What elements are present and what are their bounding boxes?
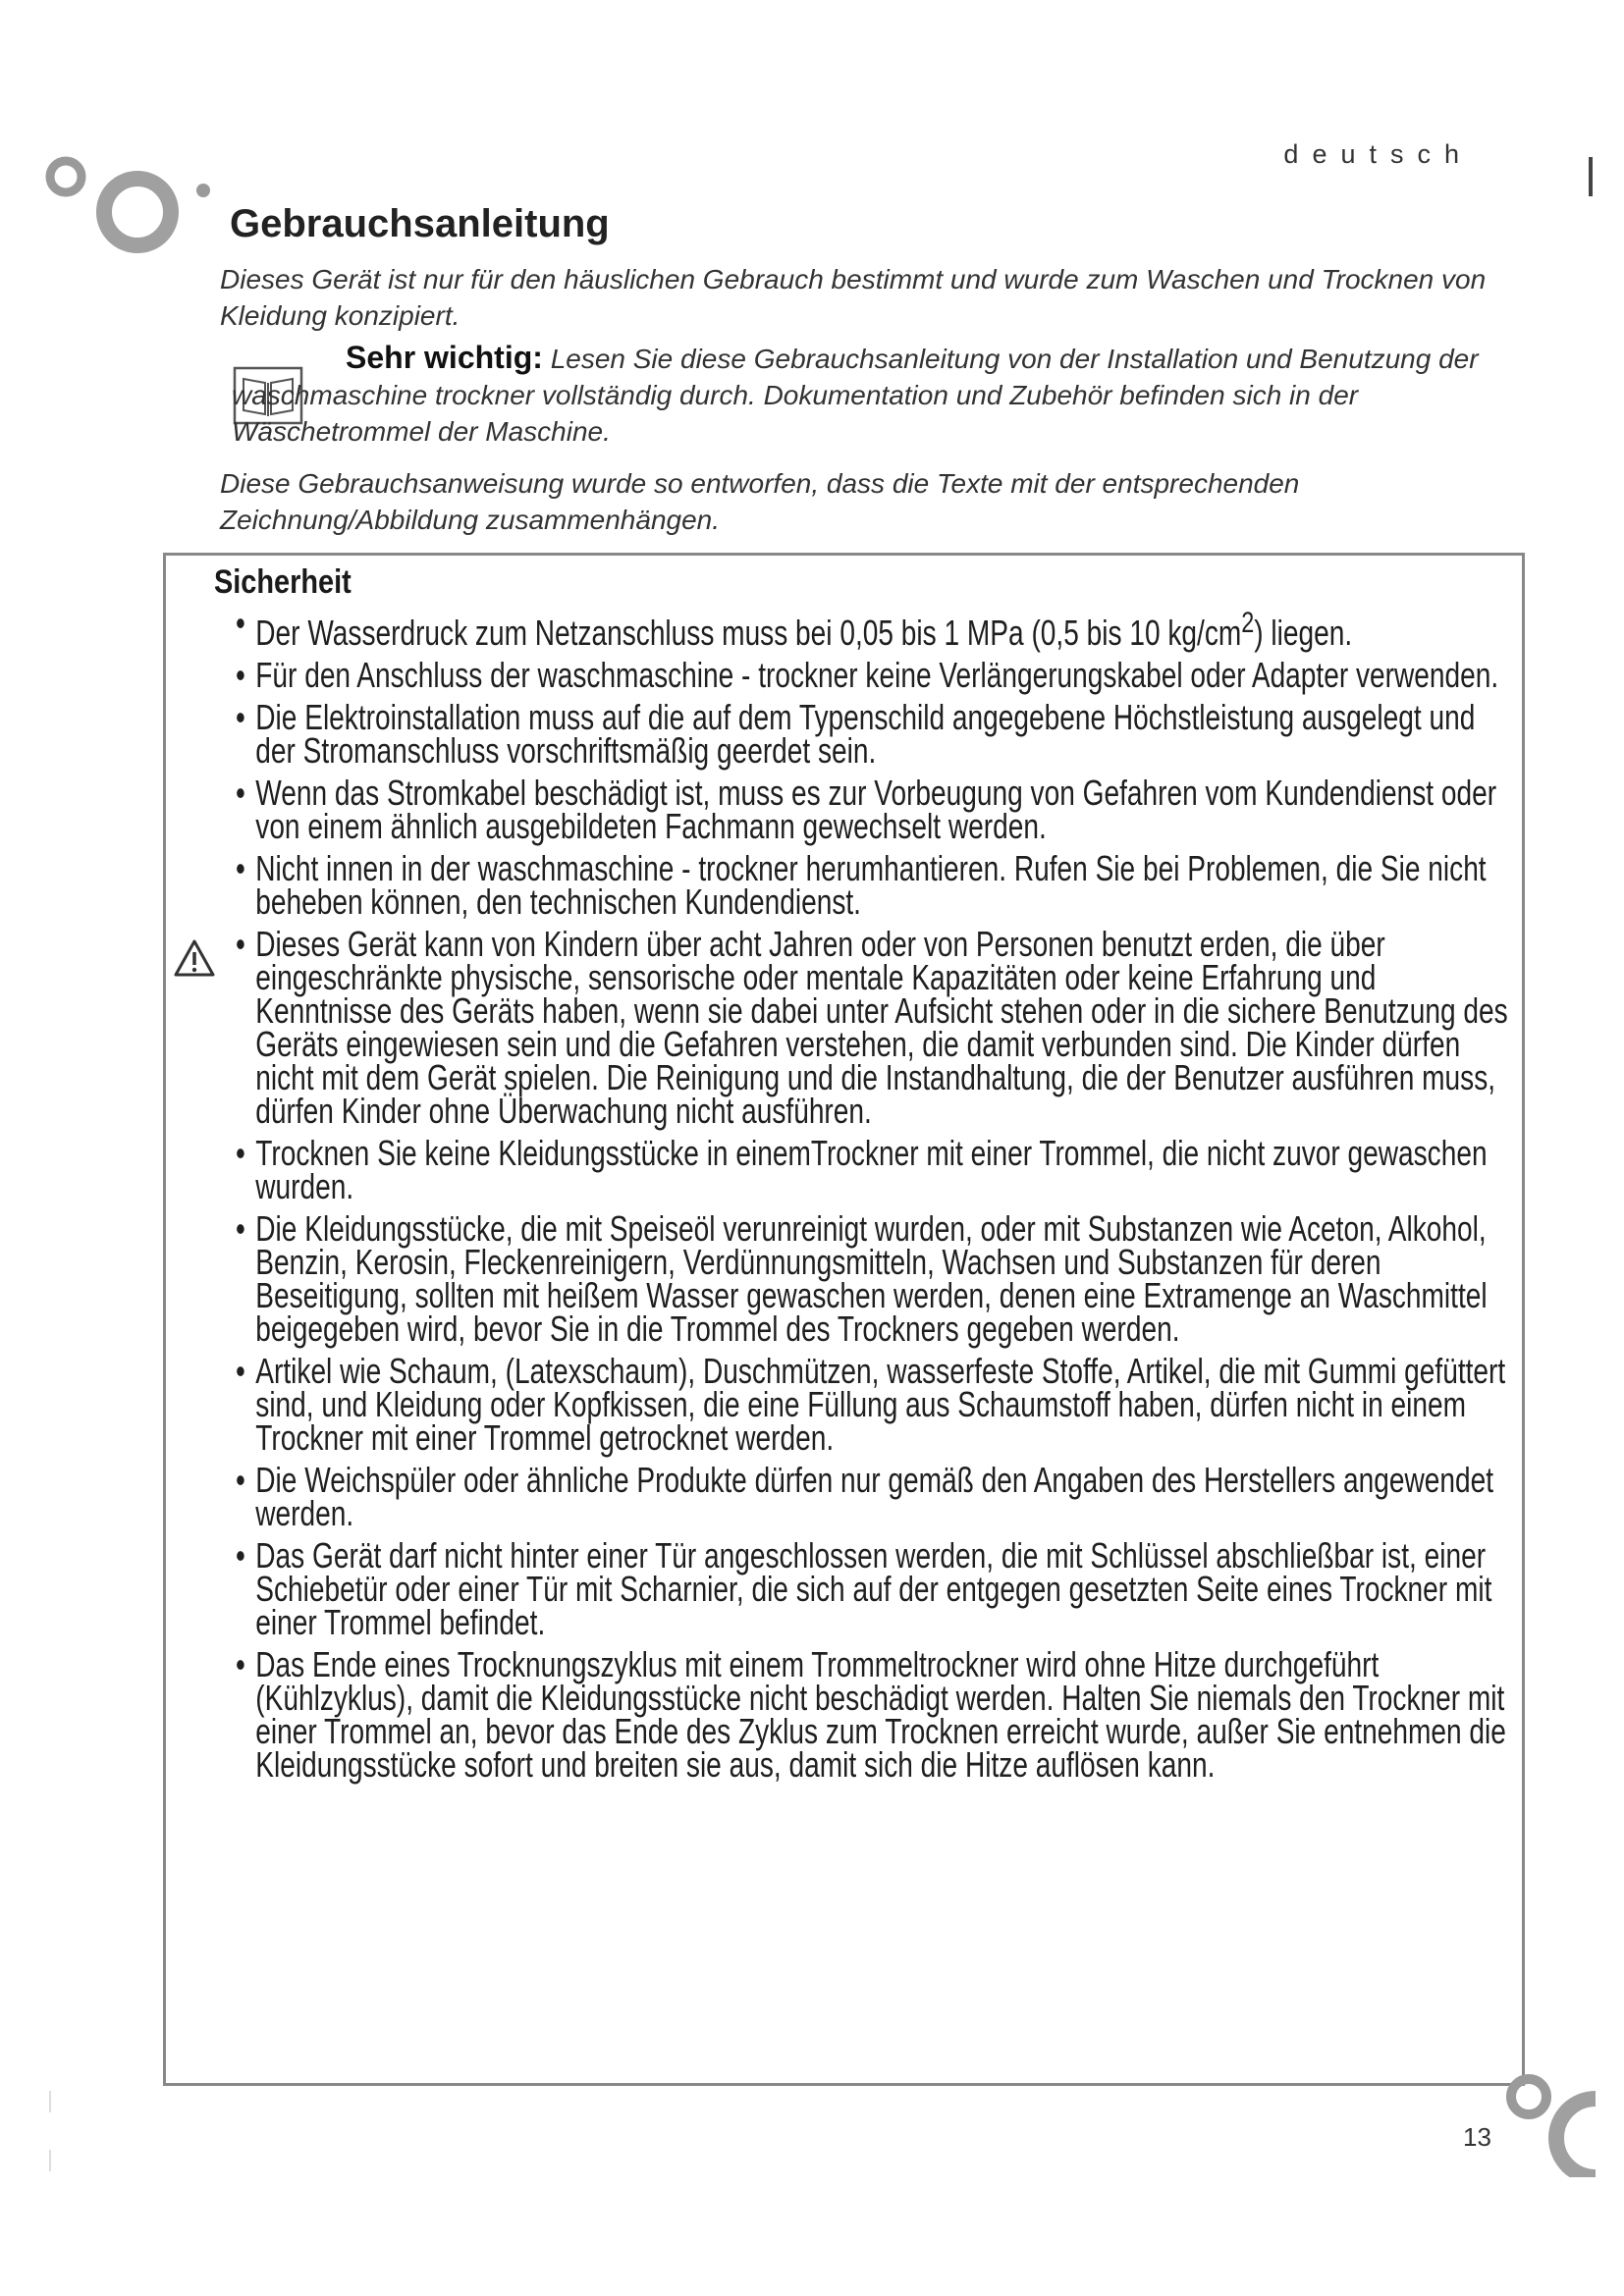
page-title: Gebrauchsanleitung	[230, 202, 610, 245]
list-item	[236, 1133, 1515, 1206]
bullet-icon: •	[236, 1351, 245, 1391]
important-label: Sehr wichtig:	[346, 340, 543, 375]
circles-logo-icon	[44, 145, 241, 273]
list-item	[236, 1644, 1515, 1785]
bullet-icon: •	[236, 773, 245, 813]
warning-triangle-icon	[173, 938, 216, 978]
circles-logo-corner-icon	[1497, 2069, 1605, 2177]
intro-paragraph: Dieses Gerät ist nur für den häuslichen Gebrauch bestimmt und wurde zum Waschen und Trocknen von Kleidung konzipiert.	[220, 264, 1487, 331]
rule-text: Artikel wie Schaum, (Latexschaum), Duschmützen, wasserfeste Stoffe, Artikel, die mit Gummi gefüttert sind, und Kleidung oder Kopfkissen, die eine Füllung aus Schaumstoff haben, dürfen nicht in einem Trockner mit einer Trommel getrocknet werden.	[255, 1351, 1506, 1458]
layout-note-paragraph: Diese Gebrauchsanweisung wurde so entworfen, dass die Texte mit der entsprechenden Zeichnung/Abbildung zusammenhängen.	[220, 468, 1300, 535]
list-item	[236, 697, 1515, 771]
superscript: 2	[1241, 607, 1255, 639]
bullet-icon: •	[236, 603, 245, 643]
list-item	[236, 1208, 1515, 1349]
footer-tick-mark	[49, 2091, 51, 2112]
language-label: deutsch	[1283, 139, 1473, 169]
bullet-icon: •	[236, 1133, 245, 1173]
list-item	[236, 848, 1515, 922]
rule-text: Die Kleidungsstücke, die mit Speiseöl verunreinigt wurden, oder mit Substanzen wie Aceton, Alkohol, Benzin, Kerosin, Fleckenreinigern, Verdünnungsmitteln, Wachsen und Substanzen für deren Beseitigung, sollten mit heißem Wasser gewaschen werden, denen eine Extramenge an Waschmittel beigegeben wird, bevor Sie in die Trommel des Trockners gegeben werden.	[255, 1208, 1488, 1349]
bullet-icon: •	[236, 1460, 245, 1500]
rule-text: Das Ende eines Trocknungszyklus mit einem Trommeltrockner wird ohne Hitze durchgeführt (Kühlzyklus), damit die Kleidungsstücke nicht beschädigt werden. Halten Sie niemals den Trockner mit einer Trommel an, bevor das Ende des Zyklus zum Trocknen erreicht wurde, außer Sie entnehmen die Kleidungsstücke sofort und breiten sie aus, damit sich die Hitze auflösen kann.	[255, 1644, 1506, 1785]
rule-text: Die Elektroinstallation muss auf die auf dem Typenschild angegebene Höchstleistung ausgelegt und der Stromanschluss vorschriftsmäßig geerdet sein.	[255, 697, 1476, 771]
safety-rules-list	[236, 603, 1515, 1790]
list-item	[236, 773, 1515, 846]
rule-text: ) liegen.	[1254, 613, 1353, 653]
list-item	[236, 603, 1515, 653]
rule-text: Das Gerät darf nicht hinter einer Tür angeschlossen werden, die mit Schlüssel abschließbar ist, einer Schiebetür oder einer Tür mit Scharnier, die sich auf der entgegen gesetzten Seite eines Trockner mit einer Trommel befindet.	[255, 1535, 1492, 1642]
bullet-icon: •	[236, 924, 245, 964]
rule-text: Trocknen Sie keine Kleidungsstücke in einemTrockner mit einer Trommel, die nicht zuvor gewaschen wurden.	[255, 1133, 1488, 1206]
list-item	[236, 655, 1515, 695]
list-item	[236, 1535, 1515, 1642]
rule-text: Wenn das Stromkabel beschädigt ist, muss es zur Vorbeugung von Gefahren vom Kundendienst oder von einem ähnlich ausgebildeten Fachmann gewechselt werden.	[255, 773, 1497, 846]
important-notice	[232, 340, 1508, 450]
footer-tick-mark	[49, 2150, 51, 2171]
rule-text: Für den Anschluss der waschmaschine - trockner keine Verlängerungskabel oder Adapter verwenden.	[255, 655, 1499, 695]
bullet-icon: •	[236, 1535, 245, 1575]
bullet-icon: •	[236, 697, 245, 737]
bullet-icon: •	[236, 655, 245, 695]
bullet-icon: •	[236, 848, 245, 888]
list-item	[236, 924, 1515, 1131]
edge-tab-mark	[1589, 157, 1593, 196]
rule-text: Die Weichspüler oder ähnliche Produkte dürfen nur gemäß den Angaben des Herstellers angewendet werden.	[255, 1460, 1494, 1533]
rule-text: Dieses Gerät kann von Kindern über acht Jahren oder von Personen benutzt erden, die über eingeschränkte physische, sensorische oder mentale Kapazitäten oder keine Erfahrung und Kenntnisse des Geräts haben, wenn sie dabei unter Aufsicht stehen oder in die sichere Benutzung des Geräts eingewiesen sein und die Gefahren verstehen, die damit verbunden sind. Die Kinder dürfen nicht mit dem Gerät spielen. Die Reinigung und die Instandhaltung, die der Benutzer ausführen muss, dürfen Kinder ohne Überwachung nicht ausführen.	[255, 924, 1508, 1131]
bullet-icon: •	[236, 1208, 245, 1249]
important-text: Lesen Sie diese Gebrauchsanleitung von der Installation und Benutzung der waschmaschine trockner vollständig durch. Dokumentation und Zubehör befinden sich in der Wäschetrommel der Maschine.	[232, 344, 1479, 447]
bullet-icon: •	[236, 1644, 245, 1684]
list-item	[236, 1351, 1515, 1458]
rule-text: Der Wasserdruck zum Netzanschluss muss bei 0,05 bis 1 MPa (0,5 bis 10 kg/cm	[255, 613, 1242, 653]
rule-text: Nicht innen in der waschmaschine - trockner herumhantieren. Rufen Sie bei Problemen, die Sie nicht beheben können, den technischen Kundendienst.	[255, 848, 1487, 922]
safety-heading: Sicherheit	[214, 563, 352, 601]
page-number: 13	[1463, 2122, 1491, 2152]
list-item	[236, 1460, 1515, 1533]
